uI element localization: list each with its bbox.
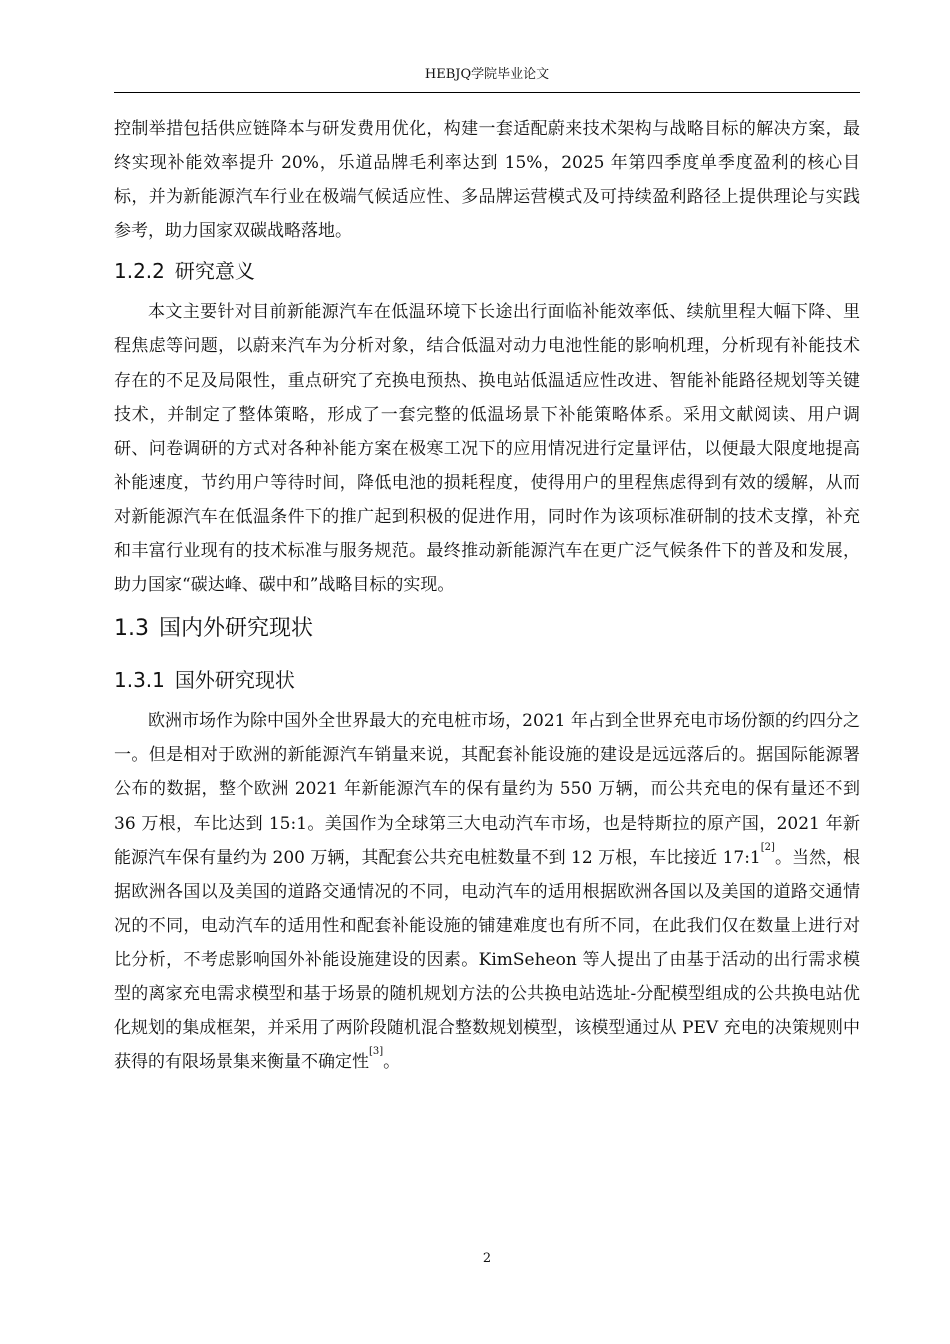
section-heading-1-3-1 (114, 657, 860, 704)
research-significance-paragraph: 本文主要针对目前新能源汽车在低温环境下长途出行面临补能效率低、续航里程大幅下降、里程焦虑等问题，以蔚来汽车为分析对象，结合低温对动力电池性能的影响机理，分析现有补能技术存在的不足及局限性，重点研究了充换电预热、换电站低温适应性改进、智能补能路径规划等关键技术，并制定了整体策略，形成了一套完整的低温场景下补能策略体系。采用文献阅读、用户调研、问卷调研的方式对各种补能方案在极寒工况下的应用情况进行定量评估，以便最大限度地提高补能速度，节约用户等待时间，降低电池的损耗程度，使得用户的里程焦虑得到有效的缓解，从而对新能源汽车在低温条件下的推广起到积极的促进作用，同时作为该项标准研制的技术支撑，补充和丰富行业现有的技术标准与服务规范。最终推动新能源汽车在更广泛气候条件下的普及和发展，助力国家“碳达峰、碳中和”战略目标的实现。 (114, 302, 860, 596)
section-title: 国外研究现状 (174, 668, 295, 693)
section-number: 1.2.2 (114, 259, 165, 284)
page-body (114, 112, 860, 1079)
citation-ref[interactable]: [2] (760, 841, 775, 853)
paragraph-text: 。当然，根据欧洲各国以及美国的道路交通情况的不同，电动汽车的适用根据欧洲各国以及美国的道路交通情况的不同，电动汽车的适用性和配套补能设施的铺建难度也有所不同，在此我们仅在数量上进行对比分析，不考虑影响国外补能设施建设的因素。KimSeheon 等人提出了由基于活动的出行需求模型的离家充电需求模型和基于场景的随机规划方法的公共换电站选址-分配模型组成的公共换电站优化规划的集成框架，并采用了两阶段随机混合整数规划模型，该模型通过从 PEV 充电的决策规则中获得的有限场景集来衡量不确定性 (114, 847, 861, 1073)
section-title: 研究意义 (174, 259, 255, 284)
section-heading-1-2-2 (114, 248, 860, 295)
continuation-paragraph: 控制举措包括供应链降本与研发费用优化，构建一套适配蔚来技术架构与战略目标的解决方案，最终实现补能效率提升 20%，乐道品牌毛利率达到 15%，2025 年第四季度单季度盈利的核心目标，并为新能源汽车行业在极端气候适应性、多品牌运营模式及可持续盈利路径上提供理论与实践参考，助力国家双碳战略落地。 (114, 119, 860, 242)
section-number: 1.3.1 (114, 668, 165, 693)
section-number: 1.3 (114, 616, 149, 642)
paragraph-text: 。 (383, 1052, 401, 1073)
header-divider (114, 92, 860, 93)
page-header-title: HEBJQ学院毕业论文 (424, 67, 550, 82)
paragraph-text: 欧洲市场作为除中国外全世界最大的充电桩市场，2021 年占到全世界充电市场份额的约四分之一。但是相对于欧洲的新能源汽车销量来说，其配套补能设施的建设是远远落后的。据国际能源署公布的数据，整个欧洲 2021 年新能源汽车的保有量约为 550 万辆，而公共充电的保有量还不到 36 万根，车比达到 15:1。美国作为全球第三大电动汽车市场，也是特斯拉的原产国，2021 年新能源汽车保有量约为 200 万辆，其配套公共充电桩数量不到 12 万根，车比接近 17:1 (114, 711, 860, 868)
foreign-research-paragraph (114, 704, 860, 1079)
section-title: 国内外研究现状 (159, 616, 314, 642)
citation-ref[interactable]: [3] (369, 1046, 384, 1058)
page-number: 2 (482, 1251, 492, 1266)
section-heading-1-3 (114, 602, 860, 657)
